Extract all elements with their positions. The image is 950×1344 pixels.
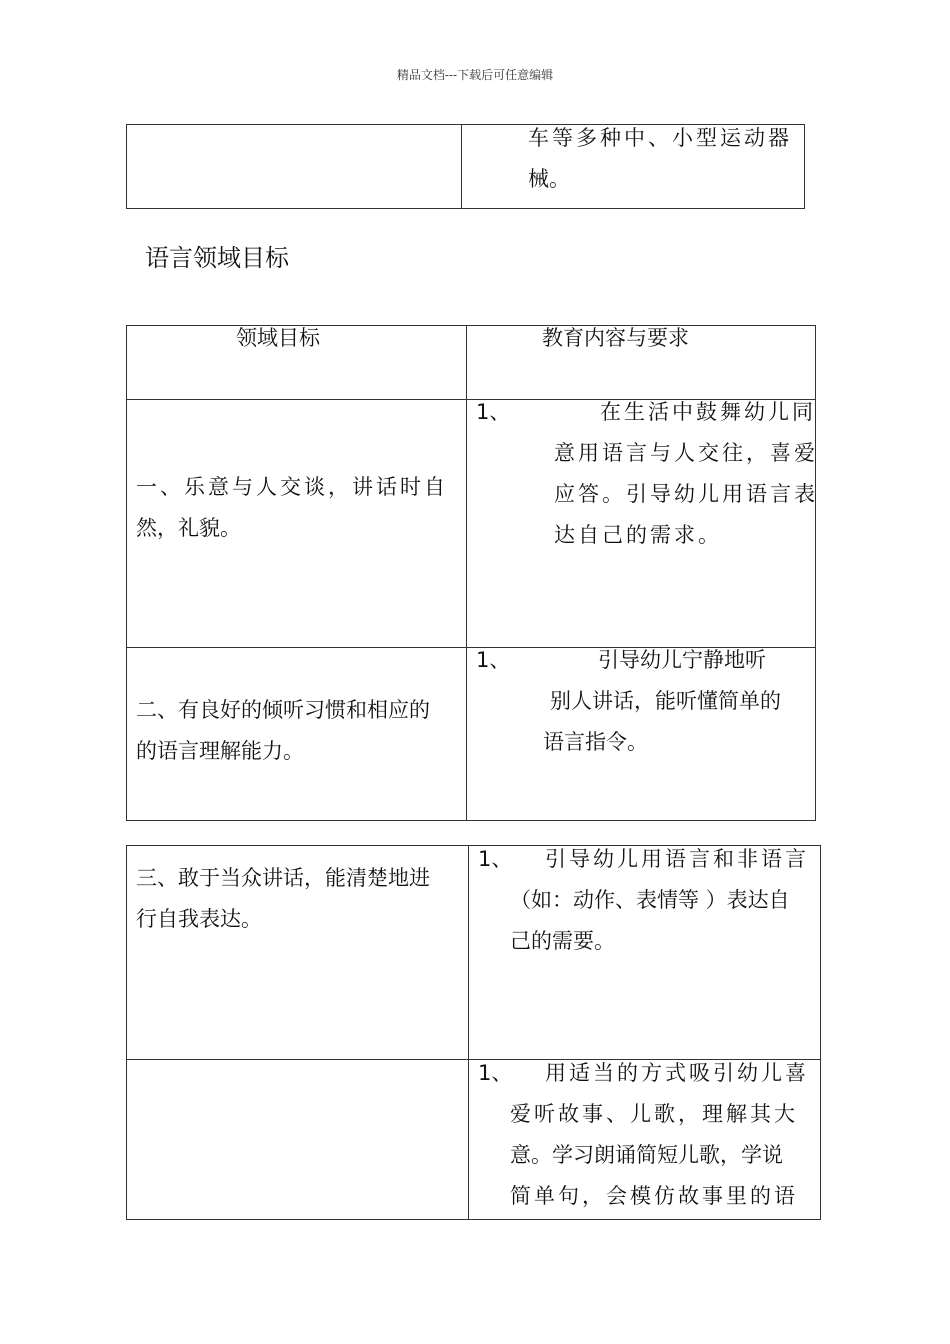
row1-content-line-4: 达自己的需求。 [554,523,722,547]
row3-content-line-1: 引导幼儿用语言和非语言 [545,847,809,871]
row3-goal-line-1: 三、敢于当众讲话，能清楚地进 [136,866,430,890]
row1-content-line-3: 应答。引导幼儿用语言表 [554,482,818,506]
col-header-goal: 领域目标 [236,326,320,350]
row4-content-line-4: 简单句，会模仿故事里的语 [510,1184,798,1208]
row2-goal-line-1: 二、有良好的倾听习惯和相应的 [136,698,430,722]
top-table-line-2: 械。 [528,167,570,191]
row3-goal-line-2: 行自我表达。 [136,907,262,931]
row2-content-line-3: 语言指令。 [543,730,648,754]
row2-content-line-1: 引导幼儿宁静地听 [598,648,766,672]
top-table-divider [461,124,462,209]
row2-number: 1、 [476,648,511,672]
table2-col-divider [468,845,469,1220]
row3-content-line-2: （如：动作、表情等 ）表达自 [510,888,790,912]
row4-number: 1、 [478,1061,513,1085]
col-header-content: 教育内容与要求 [542,326,689,350]
row3-number: 1、 [478,847,513,871]
row1-goal-line-2: 然，礼貌。 [136,516,241,540]
row1-goal-line-1: 一、乐意与人交谈，讲话时自 [136,475,448,499]
row3-content-line-3: 己的需要。 [510,929,615,953]
row4-content-line-1: 用适当的方式吸引幼儿喜 [545,1061,809,1085]
top-table-line-1: 车等多种中、小型运动器 [528,126,792,150]
row2-goal-line-2: 的语言理解能力。 [136,739,304,763]
row4-content-line-2: 爱听故事、儿歌，理解其大 [510,1102,798,1126]
row1-content-line-1: 在生活中鼓舞幼儿同 [600,400,816,424]
row2-content-line-2: 别人讲话，能听懂简单的 [550,689,781,713]
page-header: 精品文档---下载后可任意编辑 [396,68,554,82]
row1-number: 1、 [476,400,511,424]
section-title: 语言领域目标 [145,244,289,272]
row1-content-line-2: 意用语言与人交往，喜爱 [554,441,818,465]
row4-content-line-3: 意。学习朗诵简短儿歌，学说 [510,1143,783,1167]
